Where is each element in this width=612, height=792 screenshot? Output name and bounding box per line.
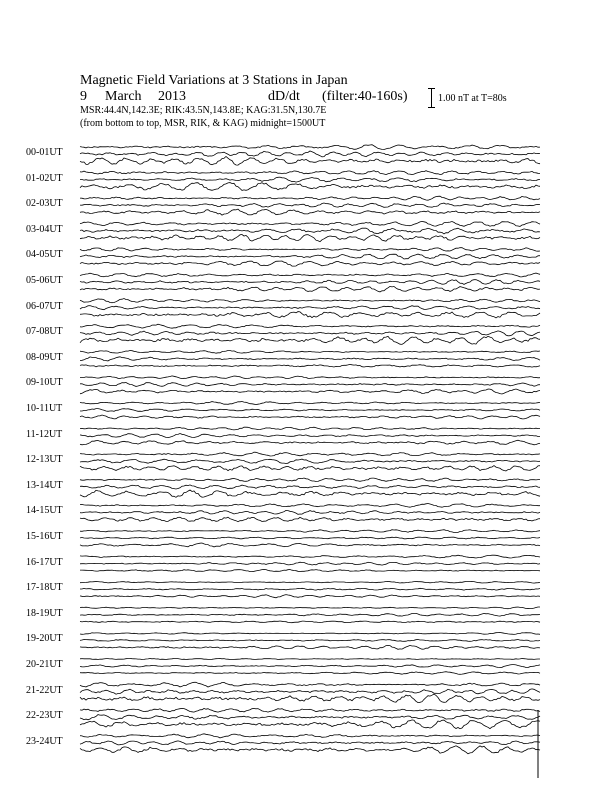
trace-line (80, 490, 540, 497)
trace-line (80, 273, 540, 277)
trace-line (80, 543, 540, 547)
hour-label: 13-14UT (26, 479, 63, 491)
date-day: 9 (80, 89, 87, 104)
trace-line (80, 221, 540, 226)
hour-label: 10-11UT (26, 403, 63, 414)
trace-line (80, 235, 540, 242)
trace-line (80, 312, 540, 318)
trace-line (80, 645, 540, 649)
trace-line (80, 537, 540, 539)
trace-line (80, 640, 540, 642)
station-order-note: (from bottom to top, MSR, RIK, & KAG) midnight=1500UT (80, 118, 326, 129)
trace-line (80, 613, 540, 616)
trace-line (80, 254, 540, 259)
hour-label: 11-12UT (26, 428, 63, 440)
hour-label: 20-21UT (26, 659, 63, 670)
date-year: 2013 (158, 89, 186, 104)
hour-label: 04-05UT (26, 249, 63, 261)
trace-line (80, 746, 540, 754)
trace-line (80, 633, 540, 635)
trace-line (80, 485, 540, 489)
hour-label: 02-03UT (26, 198, 63, 210)
trace-line (80, 280, 540, 285)
trace-line (80, 203, 540, 207)
hour-label: 03-04UT (26, 223, 63, 235)
hour-label: 22-23UT (26, 710, 63, 722)
trace-line (80, 621, 540, 623)
trace-line (80, 562, 540, 565)
trace-line (80, 517, 540, 522)
filter-label: (filter:40-160s) (322, 89, 408, 104)
trace-line (80, 581, 540, 583)
trace-line (80, 434, 540, 438)
trace-line (80, 409, 540, 412)
trace-line (80, 478, 540, 482)
trace-line (80, 351, 540, 354)
trace-line (80, 588, 540, 590)
hour-label: 06-07UT (26, 300, 63, 312)
hour-label: 17-18UT (26, 582, 63, 594)
trace-line (80, 510, 540, 514)
trace-line (80, 530, 540, 533)
trace-line (80, 440, 540, 445)
trace-line (80, 427, 540, 430)
trace-line (80, 299, 540, 303)
trace-line (80, 689, 540, 694)
trace-line (80, 570, 540, 572)
trace-line (80, 196, 540, 200)
trace-line (80, 171, 540, 175)
trace-line (80, 734, 540, 738)
trace-line (80, 324, 540, 328)
hour-label: 05-06UT (26, 275, 63, 286)
trace-line (80, 672, 540, 675)
trace-line (80, 720, 540, 729)
trace-line (80, 402, 540, 405)
hour-label: 19-20UT (26, 633, 63, 645)
date-month: March (105, 89, 142, 104)
trace-line (80, 286, 540, 292)
trace-line (80, 415, 540, 419)
trace-line (80, 151, 540, 157)
trace-line (80, 694, 540, 703)
hour-label: 23-24UT (26, 735, 63, 747)
trace-line (80, 306, 540, 310)
trace-line (80, 248, 540, 252)
trace-line (80, 682, 540, 687)
trace-line (80, 336, 540, 344)
trace-line (80, 383, 540, 387)
station-coordinates: MSR:44.4N,142.3E; RIK:43.5N,143.8E; KAG:31.5N,130.7E (80, 105, 327, 116)
trace-line (80, 177, 540, 182)
trace-line (80, 145, 540, 150)
hour-label: 00-01UT (26, 147, 63, 158)
trace-line (80, 459, 540, 463)
trace-line (80, 261, 540, 266)
trace-line (80, 709, 540, 713)
trace-line (80, 595, 540, 598)
trace-line (80, 357, 540, 361)
hour-label: 21-22UT (26, 684, 63, 696)
trace-line (80, 665, 540, 668)
trace-line (80, 183, 540, 191)
hour-label: 18-19UT (26, 607, 63, 619)
trace-line (80, 741, 540, 745)
hour-label: 08-09UT (26, 351, 63, 363)
hour-label: 12-13UT (26, 454, 63, 466)
hour-label: 15-16UT (26, 531, 63, 542)
trace-line (80, 331, 540, 336)
trace-line (80, 209, 540, 215)
trace-line (80, 376, 540, 379)
hour-label: 01-02UT (26, 172, 63, 184)
hour-label: 16-17UT (26, 556, 63, 568)
trace-line (80, 504, 540, 508)
trace-line (80, 555, 540, 558)
quantity-label: dD/dt (268, 89, 300, 104)
trace-line (80, 389, 540, 394)
trace-line (80, 364, 540, 367)
trace-line (80, 228, 540, 234)
trace-line (80, 466, 540, 471)
scale-label: 1.00 nT at T=80s (438, 93, 507, 104)
hour-label: 14-15UT (26, 505, 63, 517)
chart-title: Magnetic Field Variations at 3 Stations in Japan (80, 73, 348, 88)
trace-line (80, 715, 540, 720)
hour-label: 09-10UT (26, 377, 63, 389)
trace-line (80, 157, 540, 166)
trace-line (80, 452, 540, 456)
hour-label: 07-08UT (26, 326, 63, 338)
trace-line (80, 607, 540, 609)
trace-line (80, 659, 540, 660)
